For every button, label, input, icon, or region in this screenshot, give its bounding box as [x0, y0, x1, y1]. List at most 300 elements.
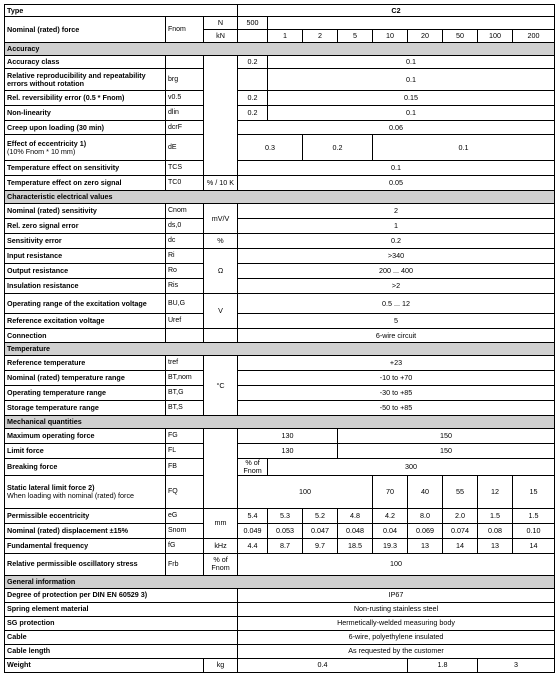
value-cell [166, 56, 204, 69]
value-cell [268, 106, 555, 121]
row-label [5, 444, 166, 459]
symbol-cell [166, 444, 204, 459]
symbol-cell [166, 264, 204, 279]
symbol-cell [166, 386, 204, 401]
cell-text: -10 to +70 [379, 373, 413, 383]
cell-text: 5 [394, 316, 399, 326]
cell-text: Accuracy [7, 44, 40, 54]
symbol-cell [166, 508, 204, 523]
value-cell [373, 538, 408, 553]
symbol-cell [166, 538, 204, 553]
cell-text: 300 [405, 461, 418, 471]
section-header-row [5, 191, 555, 204]
table-row [5, 294, 555, 314]
cell-text: 2 [318, 31, 323, 41]
cell-text: Relative permissible oscillatory stress [7, 559, 138, 569]
symbol-cell [166, 249, 204, 264]
value-cell [204, 538, 238, 553]
cell-text: 0.3 [265, 142, 276, 152]
table-row [5, 658, 555, 672]
row-label [5, 553, 166, 575]
cell-text: v0.5 [168, 94, 182, 102]
cell-text: Cnom [168, 207, 187, 215]
row-label [5, 264, 166, 279]
cell-text: Type [7, 5, 24, 15]
cell-text: 14 [456, 540, 465, 550]
table-row [5, 459, 555, 476]
value-cell [204, 30, 238, 43]
symbol-cell [166, 553, 204, 575]
value-cell [373, 523, 408, 538]
value-cell [204, 56, 238, 176]
cell-text: Input resistance [7, 251, 63, 261]
value-cell [268, 69, 555, 91]
cell-text: 0.069 [416, 525, 435, 535]
value-cell [238, 459, 268, 476]
symbol-cell [166, 234, 204, 249]
cell-text: 13 [421, 540, 430, 550]
value-cell [238, 401, 555, 416]
cell-text: 0.1 [406, 57, 417, 67]
cell-text: 13 [491, 540, 500, 550]
value-cell [238, 204, 555, 219]
cell-text: 1.8 [437, 660, 448, 670]
table-row [5, 371, 555, 386]
cell-text: Storage temperature range [7, 403, 99, 413]
table-row [5, 644, 555, 658]
table-row [5, 279, 555, 294]
cell-text: 0.047 [311, 525, 330, 535]
cell-text: SG protection [7, 618, 55, 628]
row-label [5, 644, 238, 658]
symbol-cell [166, 459, 204, 476]
value-cell [238, 658, 408, 672]
value-cell [268, 17, 555, 30]
symbol-cell [166, 294, 204, 314]
value-cell [513, 523, 555, 538]
cell-note: (10% Fnom * 10 mm) [7, 146, 76, 156]
cell-text: 9.7 [315, 540, 326, 550]
table-row [5, 475, 555, 508]
row-label [5, 386, 166, 401]
row-label [5, 161, 166, 176]
cell-text: 18.5 [348, 540, 363, 550]
cell-text: 130 [281, 431, 294, 441]
cell-text: 0.5 ... 12 [382, 298, 410, 308]
row-label [5, 314, 166, 329]
cell-text: Temperature [7, 344, 51, 354]
cell-text: Rel. zero signal error [7, 221, 79, 231]
symbol-cell [166, 161, 204, 176]
cell-text: 0.05 [389, 178, 404, 188]
cell-text: Weight [7, 660, 31, 670]
cell-text: eG [168, 512, 178, 519]
row-label [5, 508, 166, 523]
cell-text: Ro [168, 267, 177, 275]
row-label [5, 538, 166, 553]
value-cell [408, 508, 443, 523]
cell-text: 20 [421, 31, 430, 41]
cell-text: Nominal (rated) temperature range [7, 373, 125, 383]
value-cell [373, 475, 408, 508]
value-cell [238, 135, 303, 161]
value-cell [303, 135, 373, 161]
cell-text: IP67 [388, 590, 404, 600]
cell-text: Rel. reversibility error (0.5 * Fnom) [7, 93, 125, 103]
cell-text: mm [214, 518, 227, 528]
cell-text: dE [168, 143, 177, 151]
cell-text: Ri [168, 252, 175, 260]
cell-text: 4.4 [247, 540, 258, 550]
cell-text: General information [7, 576, 76, 586]
value-cell [268, 523, 303, 538]
row-label [5, 234, 166, 249]
cell-text: °C [216, 380, 225, 390]
value-cell [408, 475, 443, 508]
value-cell [373, 508, 408, 523]
table-row [5, 329, 555, 343]
value-cell [238, 279, 555, 294]
specification-rows [5, 5, 555, 673]
value-cell [238, 30, 268, 43]
section-header-row [5, 43, 555, 56]
row-label [5, 249, 166, 264]
table-row [5, 523, 555, 538]
table-row [5, 249, 555, 264]
cell-text: FG [168, 432, 178, 440]
value-cell [238, 121, 555, 135]
row-label [5, 56, 166, 69]
row-label [5, 588, 238, 602]
cell-text: dc [168, 237, 176, 245]
value-cell [443, 475, 478, 508]
cell-text: 5 [353, 31, 358, 41]
value-cell [204, 658, 238, 672]
table-row [5, 356, 555, 371]
row-label [5, 459, 166, 476]
value-cell [238, 523, 268, 538]
cell-text: Uref [168, 317, 182, 325]
cell-text: +23 [389, 358, 403, 368]
cell-text: 3 [514, 660, 519, 670]
table-row [5, 5, 555, 17]
cell-text: 0.2 [247, 57, 258, 67]
value-cell [238, 630, 555, 644]
cell-text: 0.049 [243, 525, 262, 535]
row-label [5, 416, 555, 429]
table-row [5, 69, 555, 91]
value-cell [303, 538, 338, 553]
cell-text: Maximum operating force [7, 431, 95, 441]
value-cell [238, 386, 555, 401]
value-cell [238, 356, 555, 371]
value-cell [238, 219, 555, 234]
cell-text: % / 10 K [206, 178, 235, 188]
cell-text: 10 [386, 31, 395, 41]
table-row [5, 386, 555, 401]
cell-text: Hermetically-welded measuring body [337, 618, 455, 628]
row-label [238, 5, 555, 17]
cell-text: TC0 [168, 179, 182, 187]
cell-text: Cable [7, 632, 27, 642]
row-label [5, 616, 238, 630]
cell-text: 12 [491, 486, 500, 496]
value-cell [338, 444, 555, 459]
cell-text: Mechanical quantities [7, 417, 82, 427]
row-label [5, 5, 238, 17]
value-cell [204, 17, 238, 30]
value-cell [238, 91, 268, 106]
value-cell [478, 538, 513, 553]
row-label [5, 429, 166, 444]
value-cell [268, 91, 555, 106]
row-label [5, 69, 166, 91]
value-cell [238, 329, 555, 343]
cell-text: 0.1 [458, 142, 469, 152]
symbol-cell [166, 356, 204, 371]
row-label [5, 17, 166, 43]
value-cell [238, 602, 555, 616]
cell-text: BT,S [168, 404, 183, 412]
cell-text: >2 [391, 281, 401, 291]
cell-text: Degree of protection per DIN EN 60529 3) [7, 590, 148, 600]
cell-text: 2.0 [455, 510, 466, 520]
cell-text: 55 [456, 486, 465, 496]
cell-text: 150 [440, 446, 453, 456]
cell-text: 1.5 [528, 510, 539, 520]
value-cell [338, 523, 373, 538]
table-row [5, 630, 555, 644]
value-cell [238, 249, 555, 264]
value-cell [303, 30, 338, 43]
cell-text: 0.074 [451, 525, 470, 535]
row-label [5, 106, 166, 121]
cell-text: % of Fnom [243, 458, 262, 475]
cell-text: Characteristic electrical values [7, 192, 113, 202]
symbol-cell [166, 475, 204, 508]
cell-text: 1 [283, 31, 288, 41]
cell-text: 0.04 [383, 525, 398, 535]
table-row [5, 553, 555, 575]
value-cell [238, 475, 373, 508]
value-cell [513, 508, 555, 523]
cell-text: 6-wire, polyethylene insulated [348, 632, 444, 642]
value-cell [204, 176, 238, 191]
table-row [5, 91, 555, 106]
cell-text: 130 [281, 446, 294, 456]
cell-text: TCS [168, 164, 182, 172]
value-cell [238, 508, 268, 523]
cell-text: 0.10 [526, 525, 541, 535]
table-row [5, 219, 555, 234]
symbol-cell [166, 91, 204, 106]
cell-text: Frb [168, 560, 179, 568]
value-cell [238, 56, 268, 69]
cell-text: ds,0 [168, 222, 182, 230]
cell-text: C2 [391, 5, 401, 15]
cell-text: 1.5 [490, 510, 501, 520]
cell-text: Temperature effect on sensitivity [7, 163, 120, 173]
row-label [5, 176, 166, 191]
cell-text: 200 ... 400 [379, 266, 413, 276]
value-cell [443, 523, 478, 538]
cell-text: 100 [489, 31, 502, 41]
cell-text: FQ [168, 488, 178, 495]
cell-text: N [217, 18, 224, 28]
value-cell [238, 176, 555, 191]
section-header-row [5, 343, 555, 356]
cell-text: Cable length [7, 646, 51, 656]
cell-text: Connection [7, 330, 47, 340]
cell-text: 0.1 [391, 163, 402, 173]
cell-text: -30 to +85 [379, 388, 413, 398]
value-cell [338, 429, 555, 444]
row-label [5, 43, 555, 56]
cell-text: 0.06 [389, 122, 404, 132]
cell-text: Nominal (rated) sensitivity [7, 206, 97, 216]
value-cell [443, 508, 478, 523]
cell-text: FL [168, 447, 177, 455]
table-row [5, 106, 555, 121]
row-label [5, 204, 166, 219]
cell-text: Fundamental frequency [7, 540, 89, 550]
value-cell [373, 30, 408, 43]
value-cell [443, 30, 478, 43]
cell-text: kHz [214, 540, 227, 550]
symbol-cell [166, 176, 204, 191]
value-cell [338, 30, 373, 43]
cell-text: Reference temperature [7, 358, 86, 368]
cell-text: 15 [529, 486, 538, 496]
value-cell [238, 69, 268, 91]
value-cell [238, 161, 555, 176]
value-cell [513, 475, 555, 508]
row-label [5, 343, 555, 356]
symbol-cell [166, 279, 204, 294]
value-cell [204, 294, 238, 329]
cell-text: 70 [386, 486, 395, 496]
row-label [5, 401, 166, 416]
cell-text: 100 [299, 486, 312, 496]
value-cell [268, 538, 303, 553]
cell-text: Operating temperature range [7, 388, 107, 398]
specification-table [4, 4, 555, 673]
value-cell [238, 106, 268, 121]
symbol-cell [166, 69, 204, 91]
cell-text: Non-rusting stainless steel [353, 604, 439, 614]
value-cell [478, 30, 513, 43]
table-row [5, 234, 555, 249]
value-cell [268, 56, 555, 69]
cell-text: Permissible eccentricity [7, 510, 90, 520]
cell-text: 14 [529, 540, 538, 550]
cell-text: -50 to +85 [379, 403, 413, 413]
cell-text: Ris [168, 282, 179, 290]
table-row [5, 602, 555, 616]
cell-text: 0.1 [406, 108, 417, 118]
cell-text: 1 [394, 221, 399, 231]
cell-text: Fnom [168, 25, 186, 33]
cell-text: Static lateral limit force 2) [7, 482, 95, 492]
cell-text: brg [168, 75, 179, 83]
cell-text: tref [168, 359, 179, 367]
table-row [5, 204, 555, 219]
cell-text: Snom [168, 527, 187, 534]
cell-text: Accuracy class [7, 57, 60, 67]
cell-text: Spring element material [7, 604, 89, 614]
row-label [5, 371, 166, 386]
cell-text: Reference excitation voltage [7, 316, 105, 326]
value-cell [238, 588, 555, 602]
cell-text: 150 [440, 431, 453, 441]
cell-text: 0.053 [276, 525, 295, 535]
cell-text: 5.3 [280, 510, 291, 520]
value-cell [373, 135, 555, 161]
cell-text: Nominal (rated) force [7, 24, 80, 34]
value-cell [238, 444, 338, 459]
cell-text: 8.7 [280, 540, 291, 550]
cell-text: 0.15 [404, 93, 419, 103]
value-cell [408, 523, 443, 538]
value-cell [408, 30, 443, 43]
cell-text: Breaking force [7, 461, 58, 471]
cell-text: kN [216, 31, 225, 41]
cell-text: BT,G [168, 389, 184, 397]
cell-text: 0.2 [391, 236, 402, 246]
cell-text: Nominal (rated) displacement ±15% [7, 525, 128, 535]
cell-text: 4.8 [350, 510, 361, 520]
cell-note: When loading with nominal (rated) force [7, 490, 135, 500]
cell-text: kg [216, 660, 225, 670]
symbol-cell [166, 219, 204, 234]
cell-text: 4.2 [385, 510, 396, 520]
value-cell [513, 538, 555, 553]
symbol-cell [166, 121, 204, 135]
value-cell [408, 538, 443, 553]
value-cell [204, 553, 238, 575]
cell-text: Operating range of the excitation voltage [7, 298, 147, 308]
value-cell [478, 508, 513, 523]
cell-text: Relative reproducibility and repeatability errors without rotation [7, 70, 146, 88]
cell-text: 5.4 [247, 510, 258, 520]
value-cell [478, 475, 513, 508]
symbol-cell [166, 523, 204, 538]
row-label [5, 658, 204, 672]
value-cell [408, 658, 478, 672]
cell-text: FB [168, 463, 177, 471]
cell-text: 0.08 [488, 525, 503, 535]
cell-text: 200 [527, 31, 540, 41]
cell-text: >340 [387, 251, 405, 261]
cell-text: Temperature effect on zero signal [7, 178, 122, 188]
cell-text: dlin [168, 109, 179, 117]
value-cell [478, 523, 513, 538]
value-cell [338, 538, 373, 553]
cell-text: 2 [394, 206, 399, 216]
value-cell [204, 249, 238, 294]
value-cell [268, 30, 303, 43]
table-row [5, 444, 555, 459]
row-label [5, 356, 166, 371]
table-row [5, 56, 555, 69]
value-cell [513, 30, 555, 43]
cell-text: Insulation resistance [7, 281, 79, 291]
symbol-cell [166, 204, 204, 219]
value-cell [204, 329, 238, 343]
row-label [5, 191, 555, 204]
table-row [5, 121, 555, 135]
cell-text: 5.2 [315, 510, 326, 520]
